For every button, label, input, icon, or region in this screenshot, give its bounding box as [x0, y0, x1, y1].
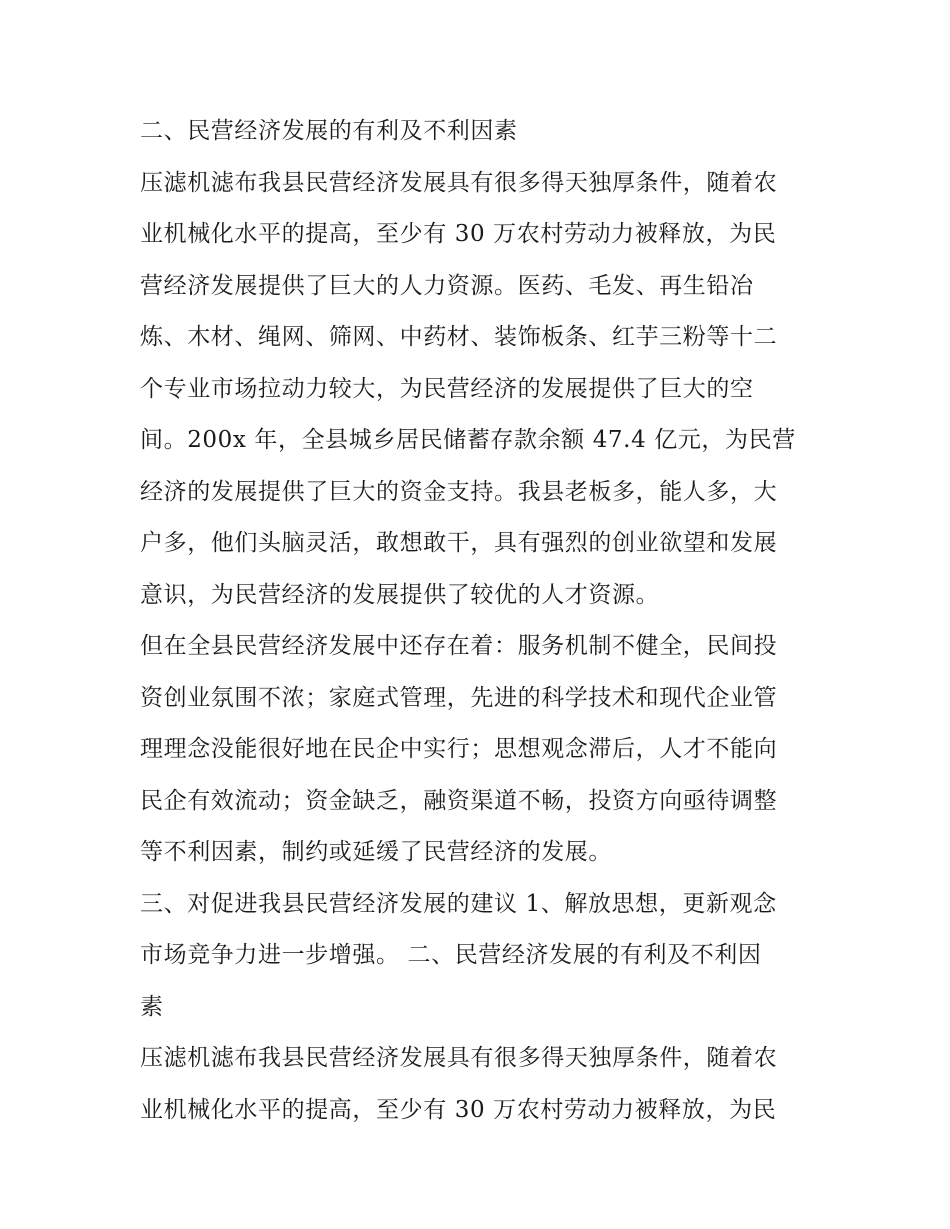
paragraph-line: 经济的发展提供了巨大的资金支持。我县老板多，能人多，大 — [140, 478, 778, 505]
paragraph-line: 民企有效流动；资金缺乏，融资渠道不畅，投资方向亟待调整 — [140, 787, 778, 814]
paragraph-line: 营经济发展提供了巨大的人力资源。医药、毛发、再生铅冶 — [140, 272, 754, 299]
paragraph-line: 压滤机滤布我县民营经济发展具有很多得天独厚条件，随着农 — [140, 1045, 778, 1071]
paragraph-line: 个专业市场拉动力较大，为民营经济的发展提供了巨大的空 — [140, 375, 754, 402]
document-page — [140, 106, 820, 1136]
heading-suggestions: 三、对促进我县民营经济发展的建议 1、解放思想，更新观念 — [140, 890, 777, 917]
paragraph-line: 等不利因素，制约或延缓了民营经济的发展。 — [140, 839, 612, 865]
paragraph-line: 意识，为民营经济的发展提供了较优的人才资源。 — [140, 581, 660, 608]
paragraph-line: 理理念没能很好地在民企中实行；思想观念滞后，人才不能向 — [140, 736, 778, 762]
paragraph-line: 但在全县民营经济发展中还存在着：服务机制不健全，民间投 — [140, 633, 778, 659]
heading-favorable-factors: 二、民营经济发展的有利及不利因素 — [140, 118, 518, 144]
paragraph-line: 炼、木材、绳网、筛网、中药材、装饰板条、红芋三粉等十二 — [140, 324, 778, 350]
paragraph-line: 市场竞争力进一步增强。 二、民营经济发展的有利及不利因 — [140, 942, 762, 968]
paragraph-line: 业机械化水平的提高，至少有 30 万农村劳动力被释放，为民 — [140, 221, 777, 247]
paragraph-line: 资创业氛围不浓；家庭式管理，先进的科学技术和现代企业管 — [140, 684, 778, 711]
paragraph-line: 间。200x 年，全县城乡居民储蓄存款余额 47.4 亿元，为民营 — [140, 427, 796, 453]
paragraph-line: 业机械化水平的提高，至少有 30 万农村劳动力被释放，为民 — [140, 1096, 777, 1123]
paragraph-line: 压滤机滤布我县民营经济发展具有很多得天独厚条件，随着农 — [140, 169, 778, 196]
paragraph-line: 素 — [140, 993, 164, 1020]
paragraph-line: 户多，他们头脑灵活，敢想敢干，具有强烈的创业欲望和发展 — [140, 530, 778, 556]
